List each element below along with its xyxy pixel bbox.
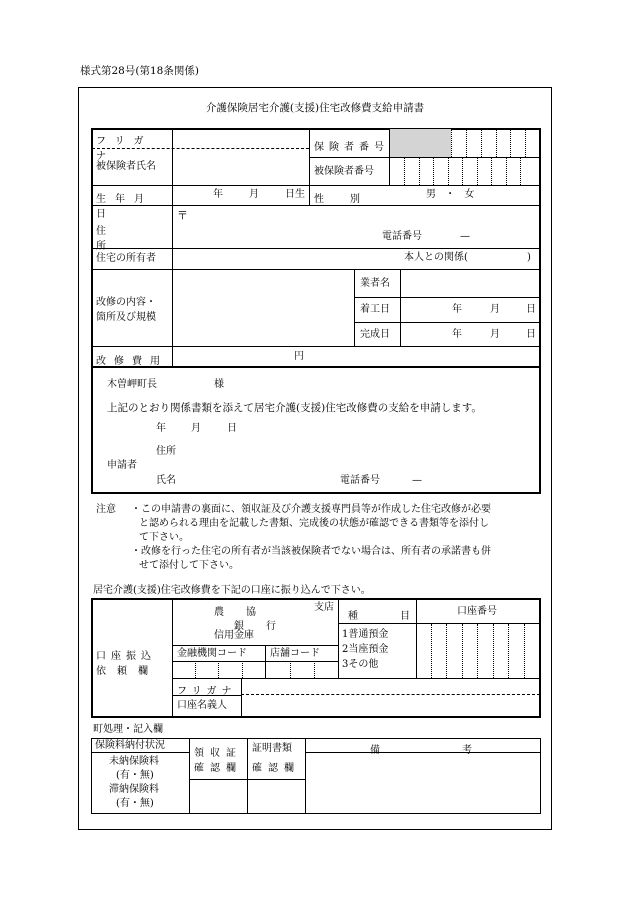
application-statement: 上記のとおり関係書類を添えて居宅介護(支援)住宅改修費の支給を申請します。 <box>107 402 482 414</box>
bank-label-1: 口座振込 <box>96 651 156 662</box>
birth-label: 生年月日 <box>96 194 153 220</box>
cert-check-label-1: 証明書類 <box>252 743 292 754</box>
type-label: 種目 <box>348 611 452 622</box>
type-option-2[interactable]: 2当座預金 <box>342 644 389 655</box>
receipt-check-label-2: 確認欄 <box>194 763 242 774</box>
renovation-content-label-2: 箇所及び規模 <box>96 312 156 323</box>
owner-label: 住宅の所有者 <box>96 253 156 264</box>
applicant-label: 申請者 <box>107 460 137 471</box>
furigana-label: フリガナ <box>96 136 153 162</box>
bank-furigana-label: フリガナ <box>177 686 237 697</box>
type-option-3[interactable]: 3その他 <box>342 659 379 670</box>
receipt-check-label-1: 領収証 <box>194 748 242 759</box>
notes-label: 注意 <box>96 504 116 515</box>
insurer-no-label: 保険者番号 <box>314 142 389 153</box>
cert-check-label-2: 確認欄 <box>252 763 300 774</box>
phone-label: 電話番号 <box>382 231 422 242</box>
branch-label: 支店 <box>314 602 334 613</box>
contractor-label: 業者名 <box>360 278 390 289</box>
address-label: 住所 <box>96 226 146 252</box>
relation-label: 本人との関係( <box>404 252 468 263</box>
form-number: 様式第28号(第18条関係) <box>80 65 199 77</box>
applicant-name-label: 氏名 <box>156 475 176 486</box>
office-label: 町処理・記入欄 <box>93 724 163 735</box>
type-option-1[interactable]: 1普通預金 <box>342 629 389 640</box>
complete-date-label: 完成日 <box>360 329 390 340</box>
account-number-label: 口座番号 <box>457 606 497 617</box>
page: 様式第28号(第18条関係) 介護保険居宅介護(支援)住宅改修費支給申請書 フリガナ 被保険者氏名 生年月日 住所 住宅の所有者 改修の内容・ 箇所及び規模 改修費用 保険者番号 被保険者番号 年 月 日生 性別 男 ・ 女 〒 電話番号 — 本人との関係( ) 業者名 着工日 年 月 日 完成日 年 月 日 円 木曽岬町長 様 上記のとおり関係書類を添えて居宅介護(支援)住宅改修費の支給を申請します。 年 月 日 住所 申請者 氏名 電話番号 — 注意 ・この申請書の裏面に、領収証及び介護支援専門員等が作成した住宅改修が必要 と認められる理由を記載した書類、完成後の状態が確認できる書類等を添付し て下さい。 ・改修を行った住宅の所有者が当該被保険者でない場合は、所有者の承諾書も併 せて添付して下さい。 居宅介護(支援)住宅改修費を下記の口座に振り込んで下さい。 口座振込 依頼欄 農協 銀行 信用金庫 支店 金融機関コード 店舗コード 種目 1普通預金 2当座預金 3その他 口座番号 フリガナ 口座名義人 町処理・記入欄 保険料納付状況 未納保険料 (有・無) 滞納保険料 (有・無) 領収証 確認欄 証明書類 確認欄 備考 <box>0 0 630 903</box>
form-title: 介護保険居宅介護(支援)住宅改修費支給申請書 <box>205 102 425 114</box>
noukyou-label: 農協 <box>214 607 278 618</box>
sex-options[interactable]: 男 ・ 女 <box>426 189 475 200</box>
mayor-label: 木曽岬町長 <box>107 379 157 390</box>
bank-intro: 居宅介護(支援)住宅改修費を下記の口座に振り込んで下さい。 <box>93 585 371 596</box>
cost-label: 改修費用 <box>96 356 168 367</box>
premium-status-label: 保険料納付状況 <box>95 740 165 751</box>
renovation-content-label-1: 改修の内容・ <box>96 297 156 308</box>
sex-label: 性別 <box>314 194 386 205</box>
applicant-phone-label: 電話番号 <box>340 475 380 486</box>
account-holder-label: 口座名義人 <box>177 700 227 711</box>
insurer-number-shaded <box>390 129 451 157</box>
branch-code-label: 店舗コード <box>270 648 320 659</box>
applicant-address-label: 住所 <box>156 446 176 457</box>
shinkin-label: 信用金庫 <box>214 630 254 641</box>
insured-name-label: 被保険者氏名 <box>96 161 156 172</box>
yen-label: 円 <box>294 351 304 362</box>
bank-code-label: 金融機関コード <box>177 648 247 659</box>
postal-mark: 〒 <box>177 209 188 222</box>
ginkou-label: 銀行 <box>234 621 298 632</box>
remarks-label: 備考 <box>370 745 554 756</box>
bank-label-2: 依頼欄 <box>96 666 159 677</box>
insured-no-label: 被保険者番号 <box>314 166 374 177</box>
start-date-label: 着工日 <box>360 304 390 315</box>
